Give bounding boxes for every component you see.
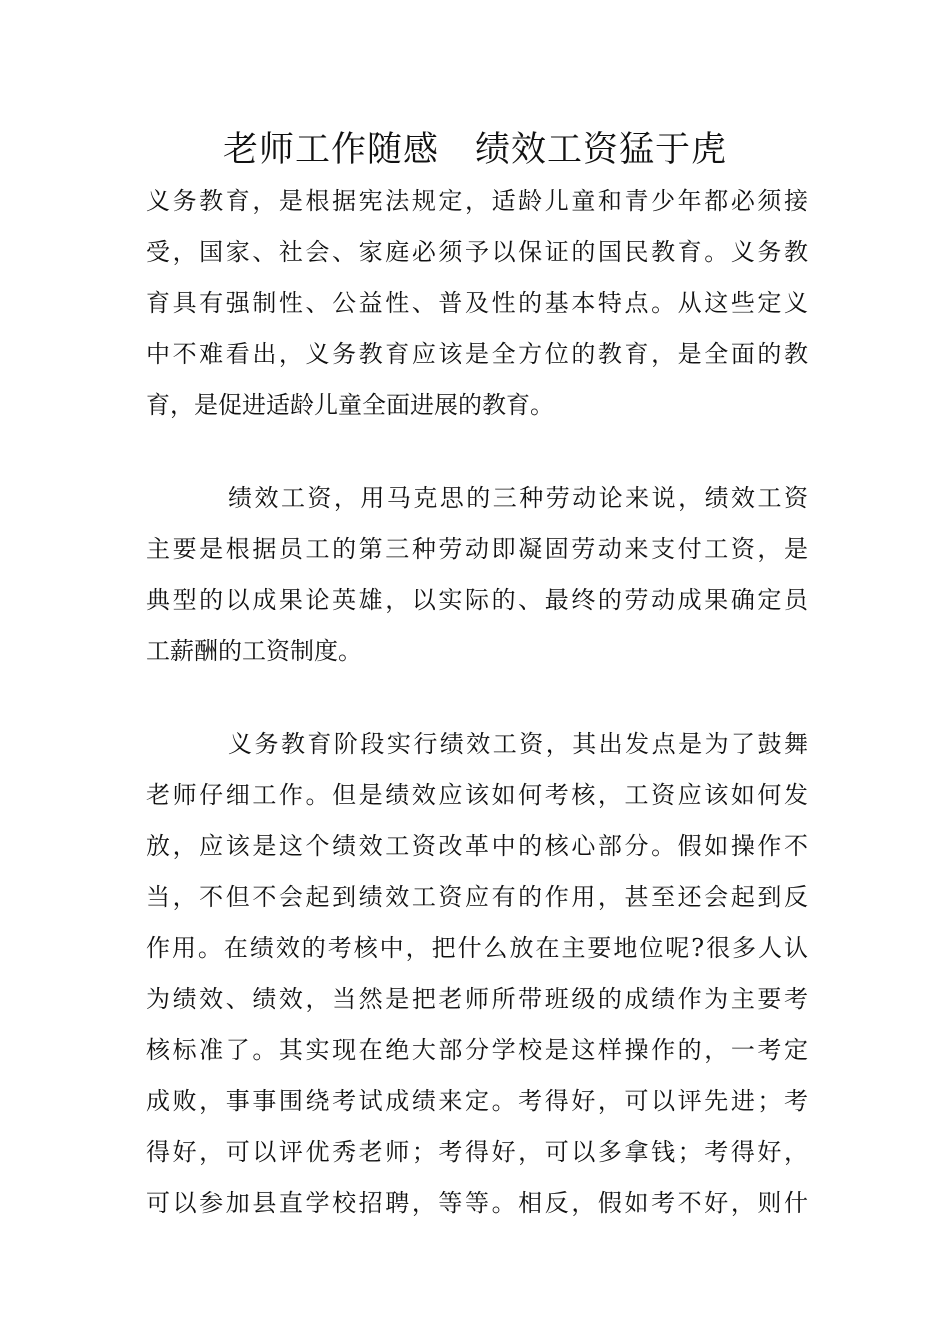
paragraph-line: 为绩效、绩效，当然是把老师所带班级的成绩作为主要考 bbox=[146, 985, 808, 1013]
paragraph-line: 受，国家、社会、家庭必须予以保证的国民教育。义务教 bbox=[146, 238, 808, 266]
paragraph-1 bbox=[146, 176, 808, 431]
paragraph-line: 典型的以成果论英雄，以实际的、最终的劳动成果确定员 bbox=[146, 586, 808, 614]
paragraph-line: 作用。在绩效的考核中，把什么放在主要地位呢?很多人认 bbox=[146, 934, 808, 962]
paragraph-line: 成败，事事围绕考试成绩来定。考得好，可以评先进；考 bbox=[146, 1087, 808, 1115]
paragraph-line: 义务教育，是根据宪法规定，适龄儿童和青少年都必须接 bbox=[146, 187, 808, 215]
paragraph-line: 当，不但不会起到绩效工资应有的作用，甚至还会起到反 bbox=[146, 883, 808, 911]
paragraph-line: 放，应该是这个绩效工资改革中的核心部分。假如操作不 bbox=[146, 832, 808, 860]
paragraph-line: 绩效工资，用马克思的三种劳动论来说，绩效工资 bbox=[228, 484, 808, 512]
paragraph-line: 育具有强制性、公益性、普及性的基本特点。从这些定义 bbox=[146, 289, 808, 317]
document-title: 老师工作随感 绩效工资猛于虎 bbox=[222, 130, 727, 170]
paragraph-line: 老师仔细工作。但是绩效应该如何考核，工资应该如何发 bbox=[146, 781, 808, 809]
paragraph-line: 中不难看出，义务教育应该是全方位的教育，是全面的教 bbox=[146, 340, 808, 368]
paragraph-line: 主要是根据员工的第三种劳动即凝固劳动来支付工资，是 bbox=[146, 535, 808, 563]
paragraph-line: 可以参加县直学校招聘，等等。相反，假如考不好，则什 bbox=[146, 1189, 808, 1217]
paragraph-line: 工薪酬的工资制度。 bbox=[146, 637, 362, 665]
paragraph-line: 核标准了。其实现在绝大部分学校是这样操作的，一考定 bbox=[146, 1036, 808, 1064]
paragraph-line: 得好，可以评优秀老师；考得好，可以多拿钱；考得好， bbox=[146, 1138, 808, 1166]
paragraph-line: 育，是促进适龄儿童全面进展的教育。 bbox=[146, 391, 554, 419]
paragraph-3 bbox=[146, 719, 808, 1229]
paragraph-line: 义务教育阶段实行绩效工资，其出发点是为了鼓舞 bbox=[228, 730, 808, 758]
paragraph-2 bbox=[146, 473, 808, 677]
